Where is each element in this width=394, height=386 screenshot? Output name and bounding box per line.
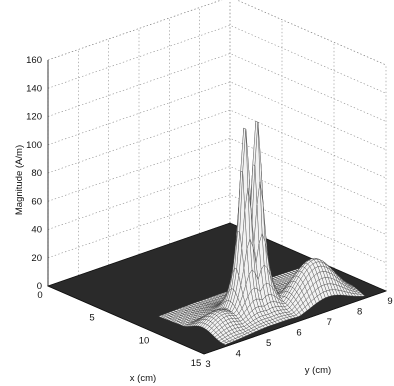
gridline-z	[48, 0, 386, 65]
x-tick-label: 15	[190, 358, 202, 369]
x-tick-label: 0	[37, 290, 43, 301]
z-tick-label: 60	[31, 196, 42, 208]
y-tick-label: 6	[296, 327, 302, 339]
gridline-z	[48, 167, 386, 235]
gridline-z	[48, 138, 386, 206]
z-tick-label: 140	[26, 83, 42, 95]
y-tick-label: 3	[205, 359, 211, 370]
z-axis-label: Magnitude (A/m)	[14, 144, 25, 216]
y-tick-label: 5	[266, 338, 272, 349]
z-tick-label: 40	[31, 224, 42, 236]
z-tick-label: 0	[36, 281, 42, 292]
gridline-z	[48, 54, 386, 122]
x-tick-label: 5	[89, 312, 95, 324]
gridline-z	[48, 25, 386, 93]
surface-mesh	[159, 121, 365, 344]
y-tick-label: 4	[235, 348, 241, 360]
z-tick-label: 80	[31, 168, 42, 179]
z-tick-label: 100	[26, 139, 42, 151]
y-tick-label: 7	[326, 317, 332, 328]
top-frame	[48, 0, 386, 65]
y-tick-label: 9	[387, 296, 393, 307]
z-tick-label: 20	[31, 252, 42, 264]
x-axis-label: x (cm)	[129, 373, 157, 384]
y-axis-label: y (cm)	[304, 365, 332, 376]
x-tick-label: 10	[138, 335, 150, 347]
gridline-z	[48, 82, 386, 150]
y-tick-label: 8	[357, 306, 363, 318]
gridline-z	[48, 110, 386, 178]
z-tick-label: 160	[26, 55, 42, 66]
z-tick-label: 120	[26, 111, 42, 123]
